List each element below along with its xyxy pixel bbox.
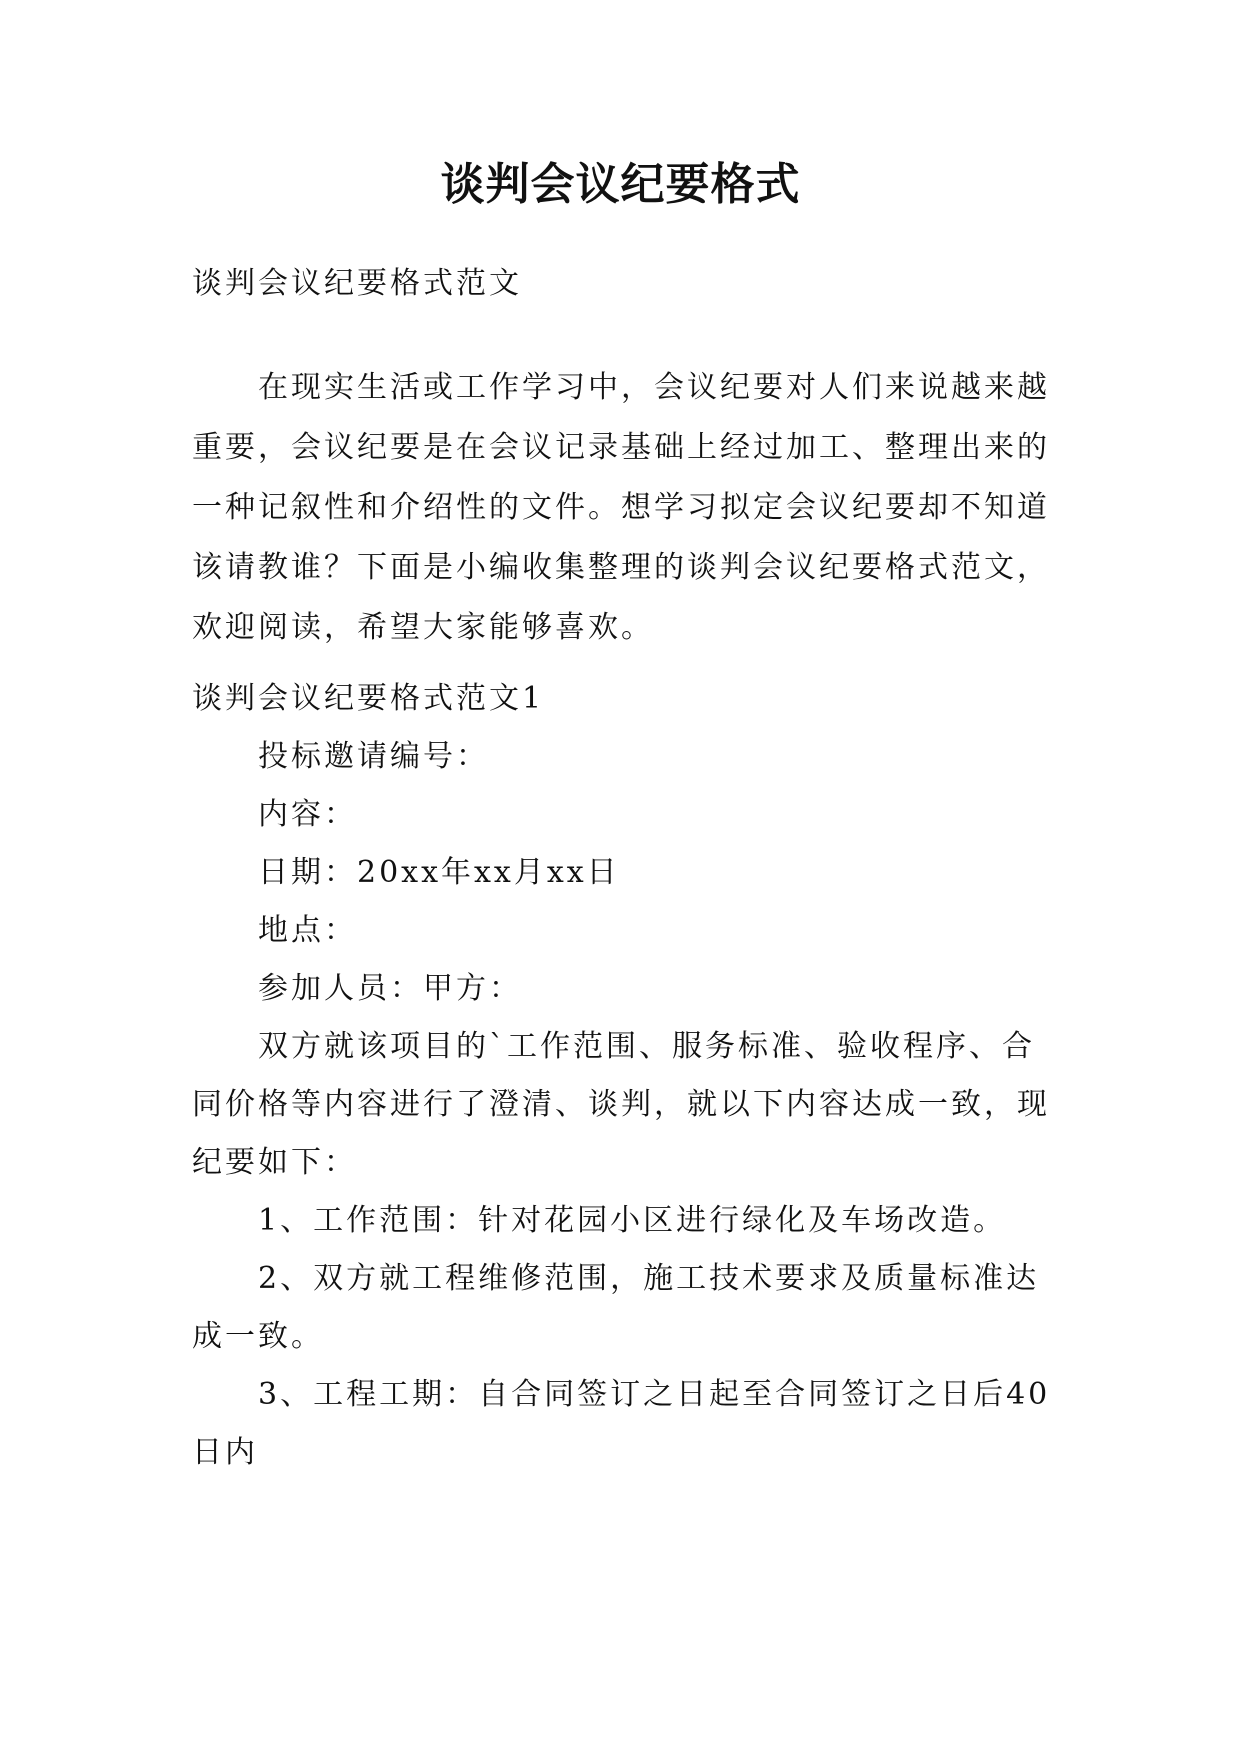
document-title: 谈判会议纪要格式	[440, 159, 801, 210]
field-location: 地点：	[258, 913, 357, 948]
section-heading: 谈判会议纪要格式范文1	[192, 681, 545, 716]
subtitle-text: 谈判会议纪要格式范文	[192, 266, 522, 301]
summary-line: 双方就该项目的`工作范围、服务标准、验收程序、合	[258, 1029, 1035, 1064]
list-item-2-cont: 成一致。	[192, 1319, 324, 1354]
intro-line: 一种记叙性和介绍性的文件。想学习拟定会议纪要却不知道	[192, 490, 1050, 525]
intro-line: 重要，会议纪要是在会议记录基础上经过加工、整理出来的	[192, 430, 1050, 465]
list-item-2: 2、双方就工程维修范围，施工技术要求及质量标准达	[258, 1261, 1040, 1296]
intro-line: 该请教谁？下面是小编收集整理的谈判会议纪要格式范文，	[192, 550, 1050, 585]
summary-line: 同价格等内容进行了澄清、谈判，就以下内容达成一致，现	[192, 1087, 1050, 1122]
section-1	[192, 670, 1052, 1482]
field-bid-number: 投标邀请编号：	[258, 739, 489, 774]
field-date: 日期：20xx年xx月xx日	[258, 855, 620, 890]
list-item-3: 3、工程工期：自合同签订之日起至合同签订之日后40	[258, 1377, 1051, 1412]
document-subtitle	[192, 254, 1052, 314]
intro-paragraph	[192, 358, 1052, 658]
list-item-1: 1、工作范围：针对花园小区进行绿化及车场改造。	[258, 1203, 1007, 1238]
list-item-3-cont: 日内	[192, 1435, 258, 1470]
field-content: 内容：	[258, 797, 357, 832]
summary-line: 纪要如下：	[192, 1145, 357, 1180]
intro-line: 在现实生活或工作学习中，会议纪要对人们来说越来越	[258, 370, 1050, 405]
intro-line: 欢迎阅读，希望大家能够喜欢。	[192, 610, 654, 645]
field-participants: 参加人员：甲方：	[258, 971, 522, 1006]
